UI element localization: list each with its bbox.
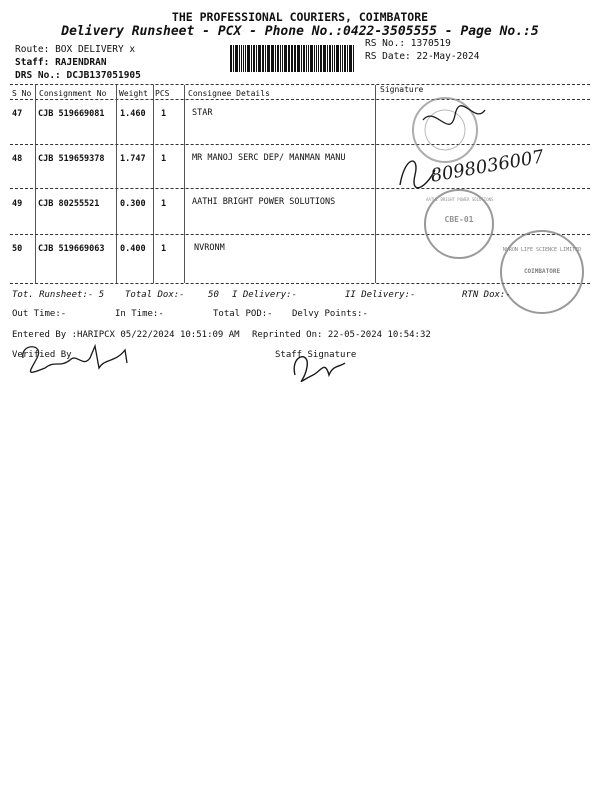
rs-no-line	[365, 38, 451, 49]
total-dox	[125, 290, 219, 300]
row-pcs: 1	[161, 154, 167, 164]
col-pcs: PCS	[155, 89, 170, 98]
rs-date-label: RS Date:	[365, 51, 411, 62]
ii-delivery: II Delivery:-	[345, 290, 416, 300]
verified-signature	[15, 338, 145, 383]
row-sno: 47	[12, 109, 23, 119]
row-consignment: CJB 519669081	[38, 109, 105, 119]
row-pcs: 1	[161, 244, 167, 254]
rs-no-value: 1370519	[410, 38, 451, 49]
row-consignee: MR MANOJ SERC DEP/ MANMAN MANU	[192, 153, 346, 163]
row-consignment: CJB 519669063	[38, 244, 105, 254]
entered-by: Entered By :HARIPCX 05/22/2024 10:51:09 AM	[12, 330, 240, 340]
stamp-49-code: CBE-01	[444, 215, 474, 224]
total-pod: Total POD:-	[213, 309, 273, 319]
col-divider	[375, 85, 376, 283]
company-name: THE PROFESSIONAL COURIERS, COIMBATORE	[171, 10, 429, 24]
drs-value: DCJB137051905	[66, 70, 141, 81]
row-weight: 0.300	[120, 199, 146, 209]
row-weight: 0.400	[120, 244, 146, 254]
col-divider	[116, 85, 117, 283]
staff-line	[15, 57, 107, 68]
route-value: BOX DELIVERY x	[55, 44, 136, 55]
row-pcs: 1	[161, 199, 167, 209]
stamp-50-text: NVRON LIFE SCIENCE LIMITED	[502, 247, 582, 253]
rs-no-label: RS No.:	[365, 38, 406, 49]
reprinted-on: Reprinted On: 22-05-2024 10:54:32	[252, 330, 431, 340]
row-sno: 50	[12, 244, 23, 254]
signature-stroke	[294, 357, 345, 382]
rtn-dox: RTN Dox:-	[462, 290, 511, 300]
summary-line-1	[12, 290, 104, 300]
i-delivery: I Delivery:-	[232, 290, 298, 300]
total-dox-value: 50	[208, 290, 219, 300]
table-header-rule	[10, 99, 590, 100]
col-consignee: Consignee Details	[188, 89, 270, 98]
col-divider	[35, 85, 36, 283]
tot-runsheet: Tot. Runsheet:- 5	[12, 290, 105, 300]
row-consignment: CJB 519659378	[38, 154, 105, 164]
col-sno: S No	[12, 89, 32, 98]
stamp-row-49	[424, 189, 494, 259]
stamp-row-50	[500, 230, 584, 314]
delvy-points: Delvy Points:-	[292, 309, 368, 319]
col-consignment: Consignment No	[39, 89, 107, 98]
table-top-rule	[10, 84, 590, 85]
drs-line	[15, 70, 141, 81]
col-divider	[153, 85, 154, 283]
verified-by-label: Verified By	[12, 350, 72, 360]
drs-label: DRS No.:	[15, 70, 61, 81]
stamp-49-text: AATHI BRIGHT POWER SOLUTIONS	[426, 197, 494, 202]
route-line	[15, 44, 135, 55]
row-weight: 1.747	[120, 154, 146, 164]
row-rule	[10, 144, 590, 145]
barcode	[230, 45, 355, 72]
staff-label: Staff:	[15, 57, 50, 68]
out-time: Out Time:-	[12, 309, 67, 319]
row-pcs: 1	[161, 109, 167, 119]
in-time: In Time:-	[115, 309, 164, 319]
row-rule	[10, 234, 590, 235]
row-sno: 48	[12, 154, 23, 164]
row-consignee: STAR	[192, 108, 213, 118]
handwritten-phone: 8098036007	[429, 146, 546, 187]
runsheet-title: Delivery Runsheet - PCX - Phone No.:0422-3505555 - Page No.:5	[61, 24, 539, 39]
row-weight: 1.460	[120, 109, 146, 119]
rs-date-line	[365, 51, 479, 62]
col-signature: Signature	[380, 85, 424, 94]
route-label: Route:	[15, 44, 50, 55]
signature-stroke	[23, 346, 127, 372]
total-dox-label: Total Dox:-	[125, 290, 185, 300]
col-weight: Weight	[119, 89, 148, 98]
staff-value: RAJENDRAN	[55, 57, 107, 68]
row-sno: 49	[12, 199, 23, 209]
staff-signature-label: Staff Signature	[275, 350, 357, 360]
stamp-50-city: COIMBATORE	[523, 268, 561, 275]
staff-signature	[285, 345, 365, 390]
row-consignment: CJB 80255521	[38, 199, 100, 209]
row-consignee: NVRONM	[194, 243, 225, 253]
row-consignee: AATHI BRIGHT POWER SOLUTIONS	[192, 197, 336, 207]
col-divider	[184, 85, 185, 283]
rs-date-value: 22-May-2024	[416, 51, 480, 62]
